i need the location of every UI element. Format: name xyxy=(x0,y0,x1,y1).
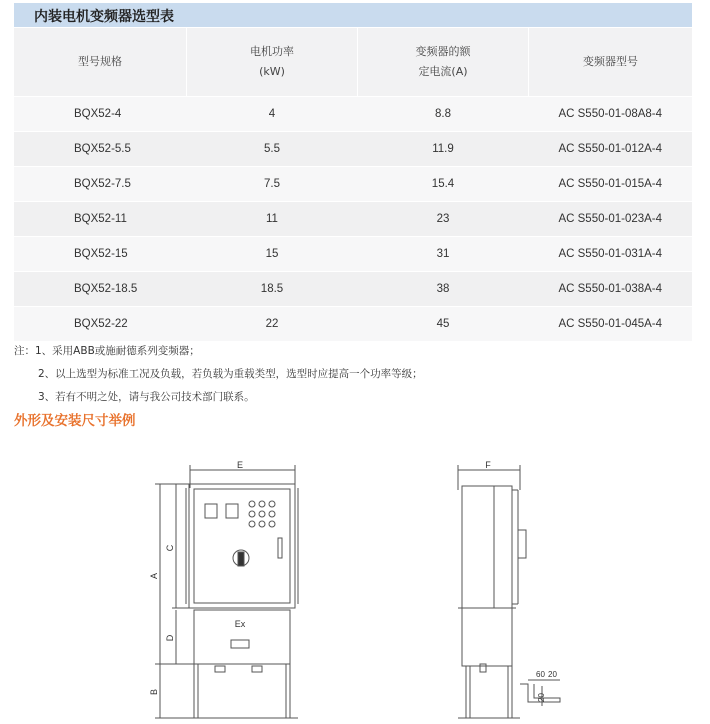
table-cell: 7.5 xyxy=(187,167,358,202)
table-cell: AC S550-01-08A8-4 xyxy=(529,97,693,132)
dim-label-a: A xyxy=(149,572,159,580)
table-title-bar xyxy=(14,3,692,27)
table-cell: AC S550-01-031A-4 xyxy=(529,237,693,272)
note-2: 2、以上选型为标准工况及负载，若负载为重载类型，选型时应提高一个功率等级； xyxy=(38,368,423,380)
table-cell: AC S550-01-038A-4 xyxy=(529,272,693,307)
notes-prefix: 注： xyxy=(14,345,35,357)
table-cell: AC S550-01-012A-4 xyxy=(529,132,693,167)
note-3: 3、若有不明之处，请与我公司技术部门联系。 xyxy=(38,391,255,403)
table-cell: BQX52-15 xyxy=(14,237,187,272)
detail-label-20-vertical: 20 xyxy=(537,693,546,702)
table-row xyxy=(14,167,692,202)
table-cell: BQX52-7.5 xyxy=(14,167,187,202)
table-header-row xyxy=(14,28,692,97)
table-row xyxy=(14,97,692,132)
table-cell: BQX52-4 xyxy=(14,97,187,132)
table-cell: AC S550-01-023A-4 xyxy=(529,202,693,237)
header-rated-current: 变频器的额 定电流(A) xyxy=(358,28,529,97)
table-cell: AC S550-01-045A-4 xyxy=(529,307,693,342)
table-row xyxy=(14,307,692,342)
table-cell: AC S550-01-015A-4 xyxy=(529,167,693,202)
detail-label-20: 20 xyxy=(548,670,557,679)
table-cell: 11 xyxy=(187,202,358,237)
detail-label-60: 60 xyxy=(536,670,545,679)
selection-table xyxy=(14,28,692,341)
dimension-drawing xyxy=(0,440,710,724)
table-cell: 8.8 xyxy=(358,97,529,132)
table-row xyxy=(14,202,692,237)
ex-mark: Ex xyxy=(234,619,246,629)
dim-label-c: C xyxy=(165,544,175,552)
table-row xyxy=(14,237,692,272)
table-cell: 4 xyxy=(187,97,358,132)
indicator-lamps xyxy=(249,501,275,527)
notes xyxy=(14,340,423,409)
header-inverter-model: 变频器型号 xyxy=(529,28,693,97)
front-enclosure-upper xyxy=(189,484,295,608)
header-model: 型号规格 xyxy=(14,28,187,97)
meter-right xyxy=(226,504,238,518)
table-title: 内装电机变频器选型表 xyxy=(34,9,174,25)
table-cell: 45 xyxy=(358,307,529,342)
side-handle xyxy=(518,530,526,558)
dim-label-d: D xyxy=(165,634,175,642)
table-cell: 11.9 xyxy=(358,132,529,167)
table-row xyxy=(14,132,692,167)
table-row xyxy=(14,272,692,307)
dim-label-f: F xyxy=(485,460,491,470)
table-cell: 22 xyxy=(187,307,358,342)
header-motor-power: 电机功率 (kW) xyxy=(187,28,358,97)
table-cell: BQX52-22 xyxy=(14,307,187,342)
table-cell: 15 xyxy=(187,237,358,272)
meter-left xyxy=(205,504,217,518)
dim-label-e: E xyxy=(236,460,244,470)
table-cell: BQX52-11 xyxy=(14,202,187,237)
table-cell: BQX52-5.5 xyxy=(14,132,187,167)
table-cell: BQX52-18.5 xyxy=(14,272,187,307)
note-1: 1、采用ABB或施耐德系列变频器； xyxy=(35,345,200,357)
side-enclosure xyxy=(462,486,512,608)
table-cell: 38 xyxy=(358,272,529,307)
section-title: 外形及安装尺寸举例 xyxy=(14,413,136,429)
table-cell: 5.5 xyxy=(187,132,358,167)
table-cell: 31 xyxy=(358,237,529,272)
table-cell: 15.4 xyxy=(358,167,529,202)
table-cell: 23 xyxy=(358,202,529,237)
table-cell: 18.5 xyxy=(187,272,358,307)
dim-label-b: B xyxy=(149,688,159,696)
